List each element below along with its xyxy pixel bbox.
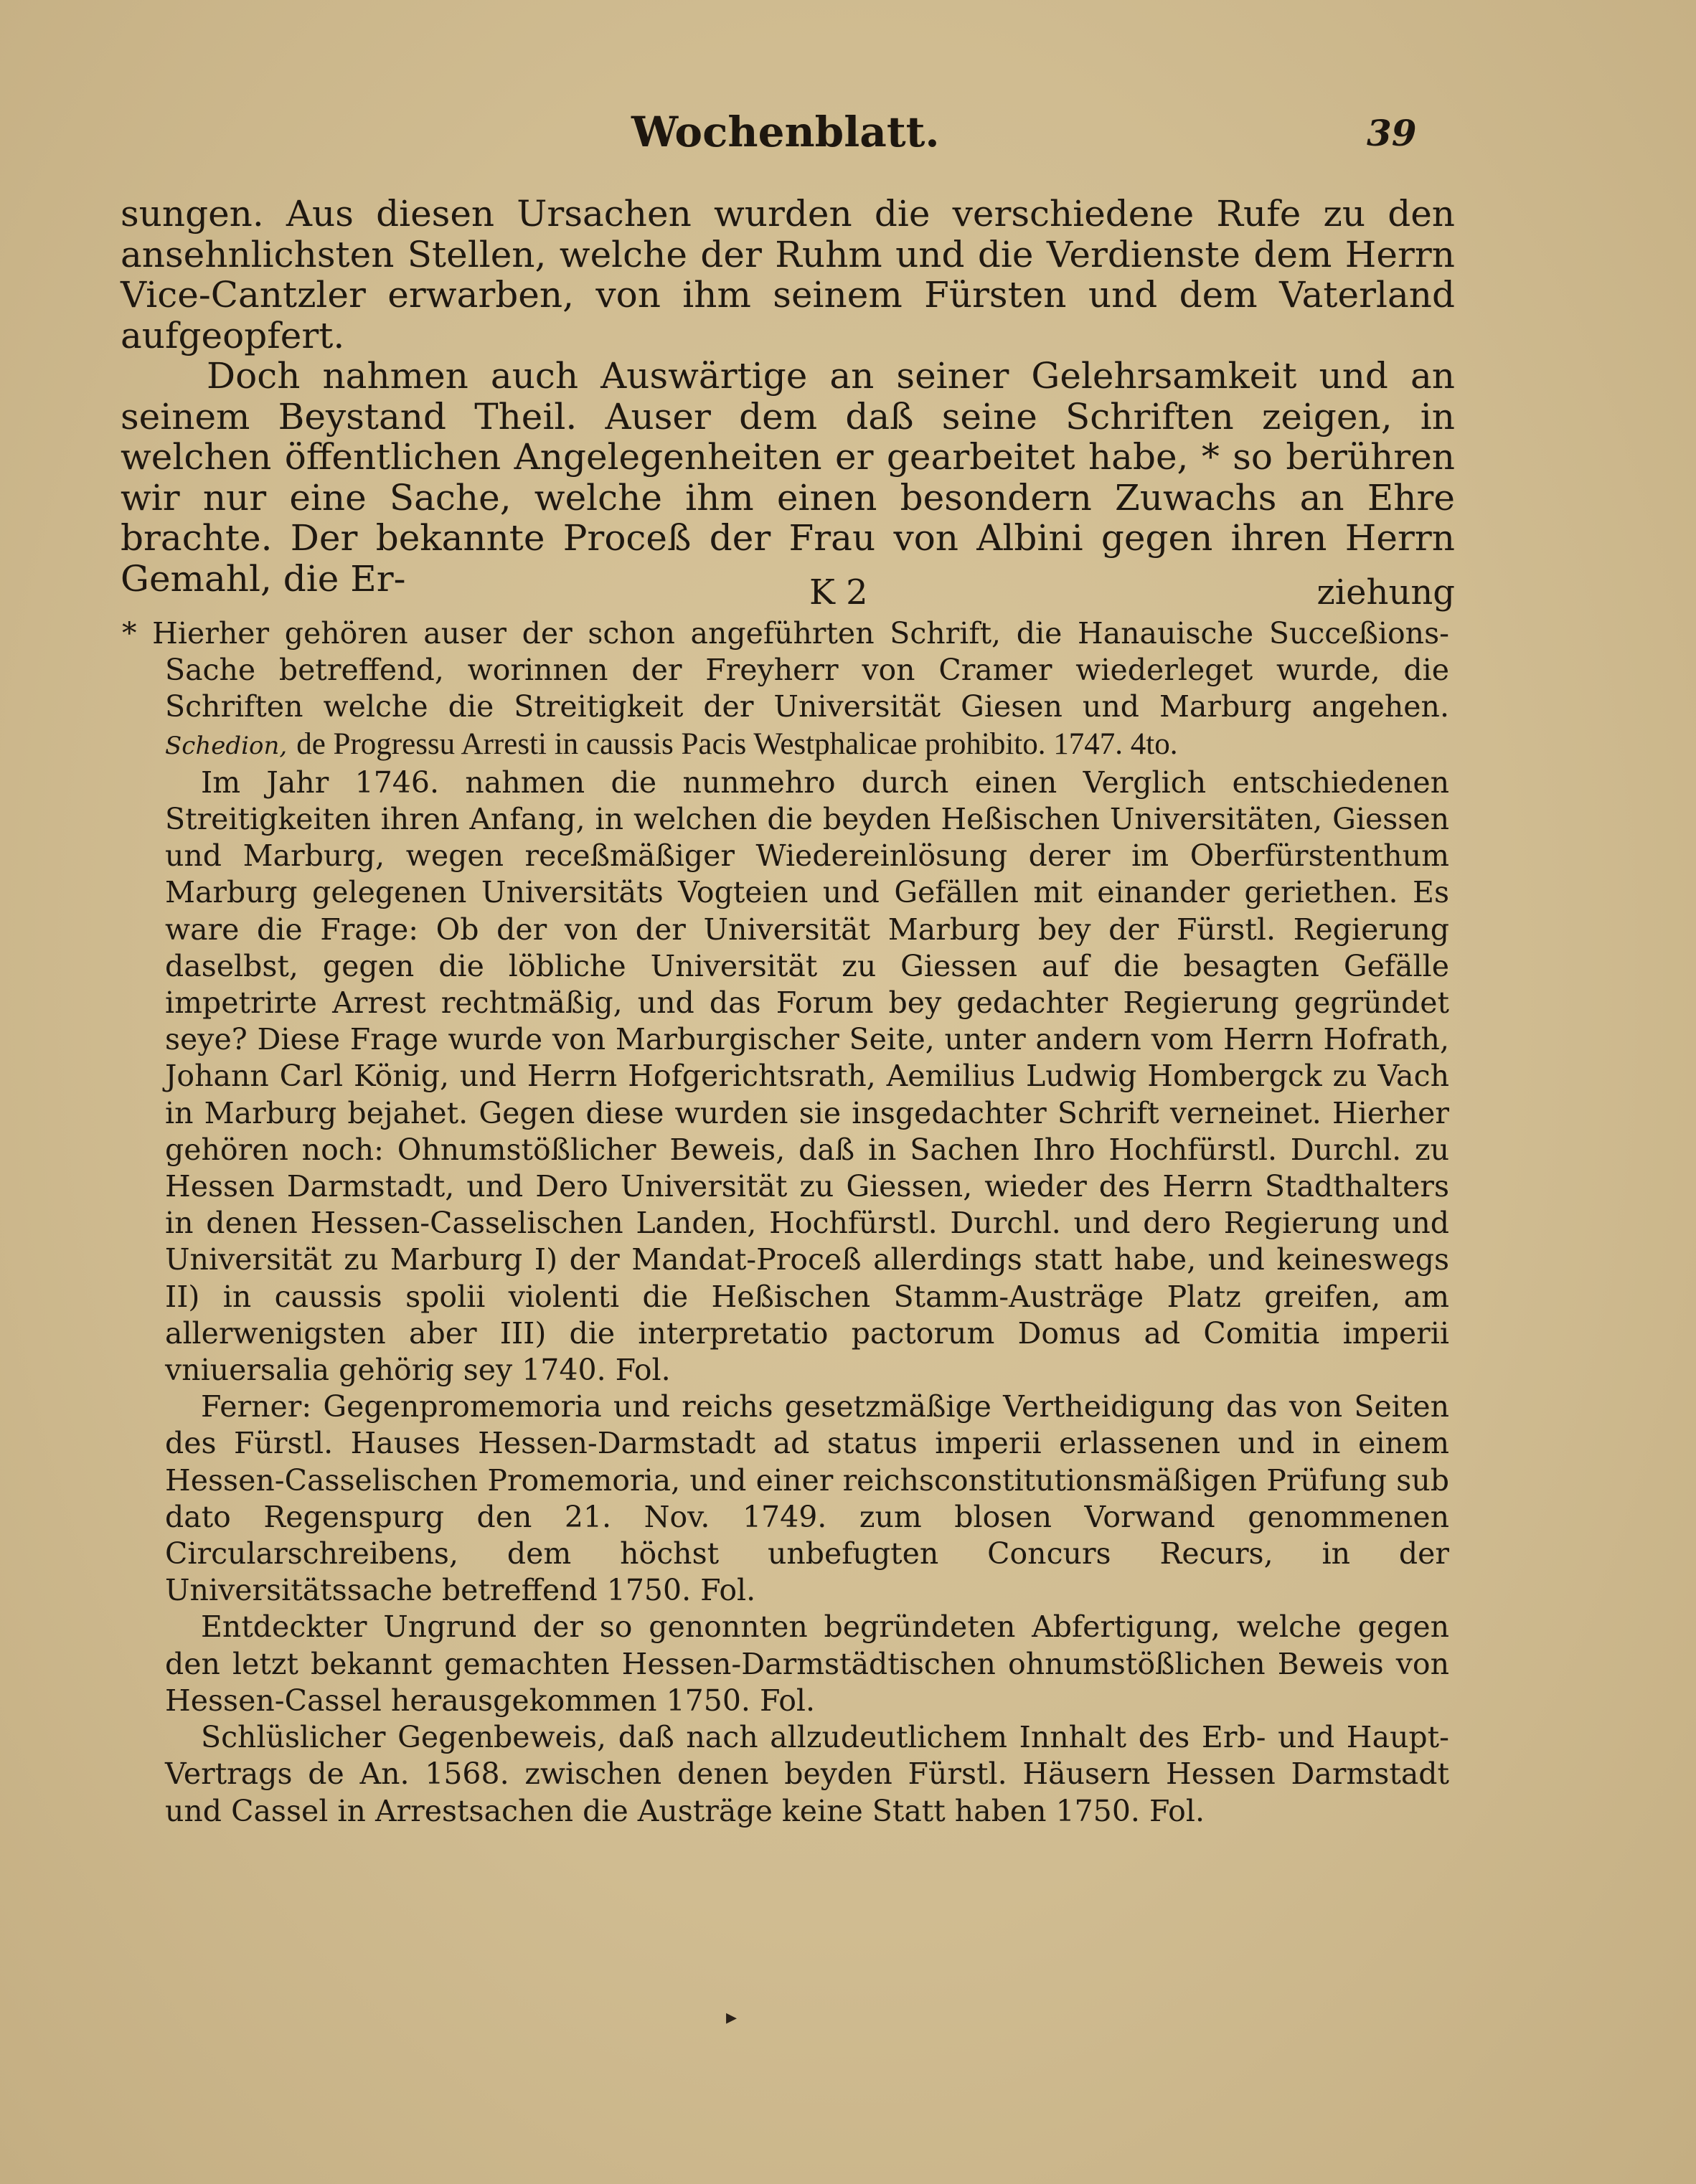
page-header bbox=[0, 108, 1696, 165]
footnote-paragraph: Im Jahr 1746. nahmen die nunmehro durch einen Verglich entschiedenen Streitigkeiten ihren Anfang, in welchen die beyden Heßischen Universitäten, Giessen und Marburg, wegen receßmäßiger Wiedereinlösung derer im Oberfürstenthum Marburg gelegenen Universitäts Vogteien und Gefällen mit einander geriethen. Es ware die Frage: Ob der von der Universität Marburg bey der Fürstl. Regierung daselbst, gegen die löbliche Universität zu Giessen auf die besagten Gefälle impetrirte Arrest rechtmäßig, und das Forum bey gedachter Regierung gegründet seye? Diese Frage wurde von Marburgischer Seite, unter andern vom Herrn Hofrath, Johann Carl König, und Herrn Hofgerichtsrath, Aemilius Ludwig Hombergck zu Vach in Marburg bejahet. Gegen diese wurden sie insgedachter Schrift verneinet. Hierher gehören noch: Ohnumstößlicher Beweis, daß in Sachen Ihro Hochfürstl. Durchl. zu Hessen Darmstadt, und Dero Universität zu Giessen, wieder des Herrn Stadthalters in denen Hessen-Casselischen Landen, Hochfürstl. Durchl. und dero Regierung und Universität zu Marburg I) der Mandat-Proceß allerdings statt habe, und keineswegs II) in caussis spolii violenti die Heßischen Stamm-Austräge Platz greifen, am allerwenigsten aber III) die interpretatio pactorum Domus ad Comitia imperii vniuersalia gehörig sey 1740. Fol. bbox=[165, 765, 1449, 1388]
footnote-author: Schedion, bbox=[165, 731, 288, 760]
body-paragraph: sungen. Aus diesen Ursachen wurden die verschiedene Rufe zu den ansehnlichsten Stellen, welche der Ruhm und die Verdienste dem Herrn Vice-Cantzler erwarben, von ihm seinem Fürsten und dem Vaterland aufgeopfert. bbox=[121, 193, 1455, 356]
page-number: 39 bbox=[1367, 112, 1417, 154]
footnote-marker: * bbox=[122, 616, 137, 651]
footnote-lead: Hierher gehören auser der schon angeführten Schrift, die Hanauische Succeßions-Sache betreffend, worinnen der Freyherr von Cramer wiederleget wurde, die Schriften welche die Streitigkeit der Universität Giesen und Marburg angehen. bbox=[152, 616, 1449, 724]
tail-mark-icon: ▸ bbox=[726, 2005, 738, 2030]
footnote-first-paragraph bbox=[122, 615, 1449, 765]
signature-line bbox=[121, 572, 1455, 615]
footnote-paragraph: Schlüslicher Gegenbeweis, daß nach allzudeutlichem Innhalt des Erb- und Haupt-Vertrags de An. 1568. zwischen denen beyden Fürstl. Häusern Hessen Darmstadt und Cassel in Arrestsachen die Austräge keine Statt haben 1750. Fol. bbox=[165, 1720, 1449, 1828]
footnote-latin-title: de Progressu Arresti in caussis Pacis Westphalicae prohibito. 1747. 4to. bbox=[296, 727, 1178, 761]
footnote bbox=[122, 615, 1449, 1830]
footnote-paragraph: Entdeckter Ungrund der so genonnten begründeten Abfertigung, welche gegen den letzt bekannt gemachten Hessen-Darmstädtischen ohnumstößlichen Beweis von Hessen-Cassel herausgekommen 1750. Fol. bbox=[165, 1609, 1449, 1718]
body-paragraph: Doch nahmen auch Auswärtige an seiner Gelehrsamkeit und an seinem Beystand Theil. Auser dem daß seine Schriften zeigen, in welchen öffentlichen Angelegenheiten er gearbeitet habe, * so berühren wir nur eine Sache, welche ihm einen besondern Zuwachs an Ehre brachte. Der bekannte Proceß der Frau von Albini gegen ihren Herrn Gemahl, die Er- bbox=[121, 355, 1455, 600]
running-head: Wochenblatt. bbox=[631, 108, 940, 156]
catchword: ziehung bbox=[1316, 572, 1455, 613]
main-text bbox=[121, 194, 1455, 599]
footnote-paragraph: Ferner: Gegenpromemoria und reichs gesetzmäßige Vertheidigung das von Seiten des Fürstl. Hauses Hessen-Darmstadt ad status imperii erlassenen und in einem Hessen-Casselischen Promemoria, und einer reichsconstitutionsmäßigen Prüfung sub dato Regenspurg den 21. Nov. 1749. zum blosen Vorwand genommenen Circularschreibens, dem höchst unbefugten Concurs Recurs, in der Universitätssache betreffend 1750. Fol. bbox=[165, 1389, 1449, 1608]
signature-mark: K 2 bbox=[809, 572, 868, 613]
